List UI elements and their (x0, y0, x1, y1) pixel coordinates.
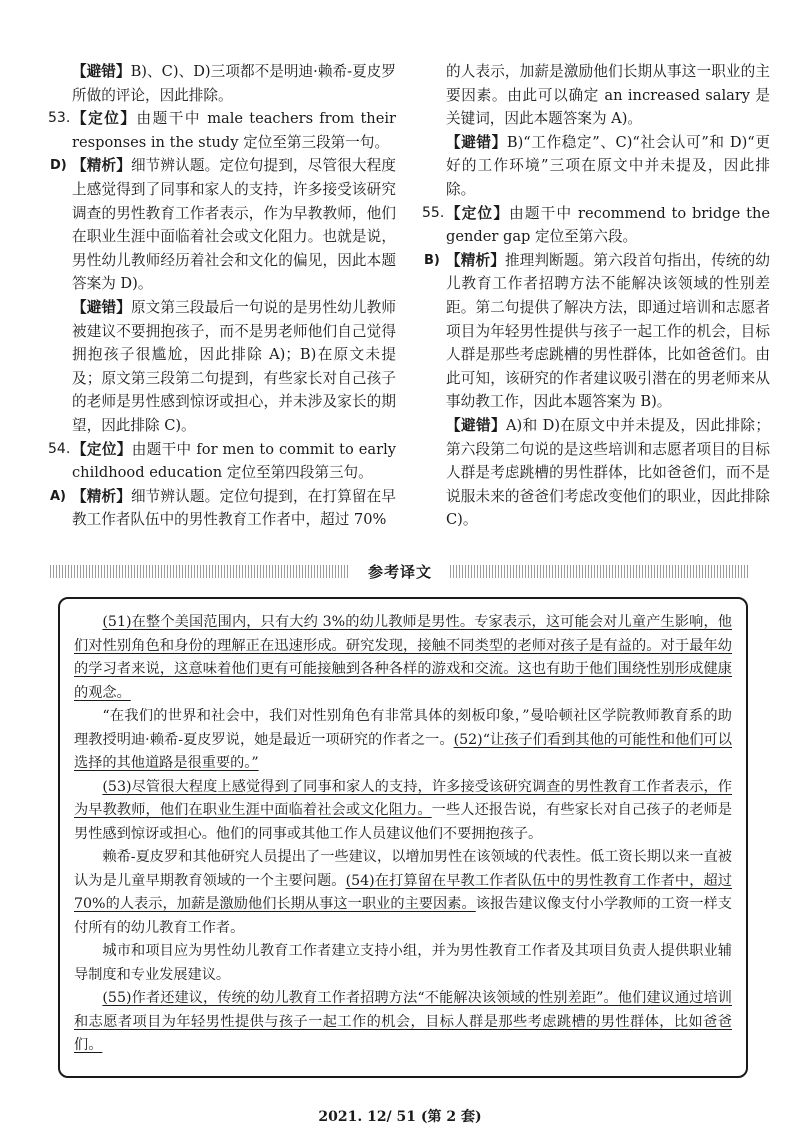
locate-text: 由题干中 male teachers from their responses in the study 定位至第三段第一句。 (72, 110, 396, 151)
translation-paragraph-5 (74, 940, 732, 987)
banner-hatch-left (50, 565, 350, 578)
q54-locate (50, 438, 396, 485)
q53-locate (50, 107, 396, 154)
error-text: B)、C)、D)三项都不是明迪·赖希-夏皮罗所做的评论，因此排除。 (72, 63, 396, 104)
banner-hatch-right (450, 565, 750, 578)
q52-error-note (50, 60, 396, 107)
analysis-tag: 【精析】 (446, 251, 505, 269)
underlined-text: (52)“让孩子们看到其他的可能性和他们可以选择的其他道路是很重要的。” (74, 731, 732, 771)
plain-text: 一些人还报告说，有些家长对自己孩子的老师是男性感到惊讶或担心。他们的同事或其他工作人员建议他们不要拥抱孩子。 (74, 802, 732, 842)
plain-text: 城市和项目应为男性幼儿教育工作者建立支持小组，并为男性教育工作者及其项目负责人提供职业辅导制度和专业发展建议。 (74, 943, 732, 983)
page-footer: 2021. 12/ 51 (第 2 套) (318, 1109, 482, 1125)
error-text: 原文第三段最后一句说的是男性幼儿教师被建议不要拥抱孩子，而不是男老师他们自己觉得拥抱孩子很尴尬，因此排除 A)；B)在原文未提及；原文第三段第二句提到，有些家长对自己孩子的老师是男性感到惊讶或担心，并未涉及家长的期望，因此排除 C)。 (72, 298, 396, 434)
section-title: 参考译文 (367, 563, 432, 581)
analysis-text: 推理判断题。第六段首句指出，传统的幼儿教育工作者招聘方法不能解决该领域的性别差距。第二句提供了解决方法，即通过培训和志愿者项目为年轻男性提供与孩子一起工作的机会，目标人群是那些考虑跳槽的男性群体，比如爸爸们。由此可知，该研究的作者建议吸引潜在的男老师来从事幼教工作，因此本题答案为 B)。 (446, 251, 770, 411)
q54-analysis (50, 485, 396, 532)
translation-paragraph-1 (74, 611, 732, 705)
error-tag: 【避错】 (72, 63, 131, 80)
q55-error (424, 414, 770, 532)
question-number: 54. (48, 440, 71, 457)
q54-analysis-continued (424, 60, 770, 131)
q53-error (50, 296, 396, 438)
answer-mark: D) (50, 158, 67, 174)
error-tag: 【避错】 (72, 298, 131, 316)
question-number: 53. (48, 110, 71, 127)
translation-paragraph-6 (74, 987, 732, 1058)
locate-tag: 【定位】 (446, 204, 510, 222)
q55-analysis (424, 249, 770, 414)
error-text: B)“工作稳定”、C)“社会认可”和 D)“更好的工作环境”三项在原文中并未提及，因此排除。 (446, 133, 770, 198)
plain-text: 该报告建议像支付小学教师的工资一样支付所有的幼儿教育工作者。 (74, 896, 732, 936)
analysis-tag: 【精析】 (72, 157, 131, 175)
analysis-text: 细节辨认题。定位句提到，尽管很大程度上感觉得到了同事和家人的支持，许多接受该研究调查的男性教育工作者表示，作为早教教师，他们在职业生涯中面临着社会或文化阻力。也就是说，男性幼儿教师经历着社会和文化的偏见，因此本题答案为 D)。 (72, 157, 396, 293)
locate-text: 由题干中 recommend to bridge the gender gap 定位至第六段。 (446, 204, 770, 246)
translation-paragraph-2 (74, 705, 732, 776)
locate-text: 由题干中 for men to commit to early childhood education 定位至第四段第三句。 (72, 440, 396, 482)
plain-text: 赖希-夏皮罗和其他研究人员提出了一些建议，以增加男性在该领域的代表性。低工资长期以来一直被认为是儿童早期教育领域的一个主要问题。 (74, 849, 732, 889)
q54-error (424, 131, 770, 202)
translation-paragraph-4 (74, 846, 732, 940)
locate-tag: 【定位】 (72, 440, 132, 458)
translation-box (58, 597, 748, 1078)
analysis-text: 的人表示，加薪是激励他们长期从事这一职业的主要因素。由此可以确定 an increased salary 是关键词，因此本题答案为 A)。 (446, 63, 770, 128)
left-column (50, 60, 396, 532)
question-number: 55. (422, 204, 445, 221)
q53-analysis (50, 154, 396, 296)
section-banner (50, 561, 750, 583)
right-column (424, 60, 770, 532)
underlined-text: (51)在整个美国范围内，只有大约 3%的幼儿教师是男性。专家表示，这可能会对儿童产生影响，他们对性别角色和身份的理解正在迅速形成。研究发现，接触不同类型的老师对孩子是有益的。对于最年幼的学习者来说，这意味着他们更有可能接触到各种各样的游戏和交流。这也有助于他们围绕性别形成健康的观念。 (74, 614, 732, 701)
error-tag: 【避错】 (446, 416, 506, 434)
answer-mark: A) (50, 488, 67, 504)
answer-mark: B) (424, 252, 440, 268)
underlined-text: (53)尽管很大程度上感觉得到了同事和家人的支持，许多接受该研究调查的男性教育工作者表示，作为早教教师，他们在职业生涯中面临着社会或文化阻力。 (74, 778, 732, 818)
error-tag: 【避错】 (446, 133, 507, 151)
analysis-text: 细节辨认题。定位句提到，在打算留在早教工作者队伍中的男性教育工作者中，超过 70% (72, 487, 396, 529)
translation-paragraph-3 (74, 776, 732, 847)
underlined-text: (55)作者还建议，传统的幼儿教育工作者招聘方法“不能解决该领域的性别差距”。他们建议通过培训和志愿者项目为年轻男性提供与孩子一起工作的机会，目标人群是那些考虑跳槽的男性群体，比如爸爸们。 (74, 990, 732, 1053)
underlined-text: (54)在打算留在早教工作者队伍中的男性教育工作者中，超过 70%的人表示，加薪是激励他们长期从事这一职业的主要因素。 (74, 872, 732, 912)
locate-tag: 【定位】 (72, 110, 137, 128)
analysis-tag: 【精析】 (72, 487, 131, 505)
error-text: A)和 D)在原文中并未提及，因此排除；第六段第二句说的是这些培训和志愿者项目的目标人群是考虑跳槽的男性群体，比如爸爸们，而不是说服未来的爸爸们考虑改变他们的职业，因此排除 C)。 (446, 416, 770, 529)
q55-locate (424, 202, 770, 249)
plain-text: “在我们的世界和社会中，我们对性别角色有非常具体的刻板印象，”曼哈顿社区学院教师教育系的助理教授明迪·赖希-夏皮罗说，她是最近一项研究的作者之一。 (74, 708, 732, 748)
